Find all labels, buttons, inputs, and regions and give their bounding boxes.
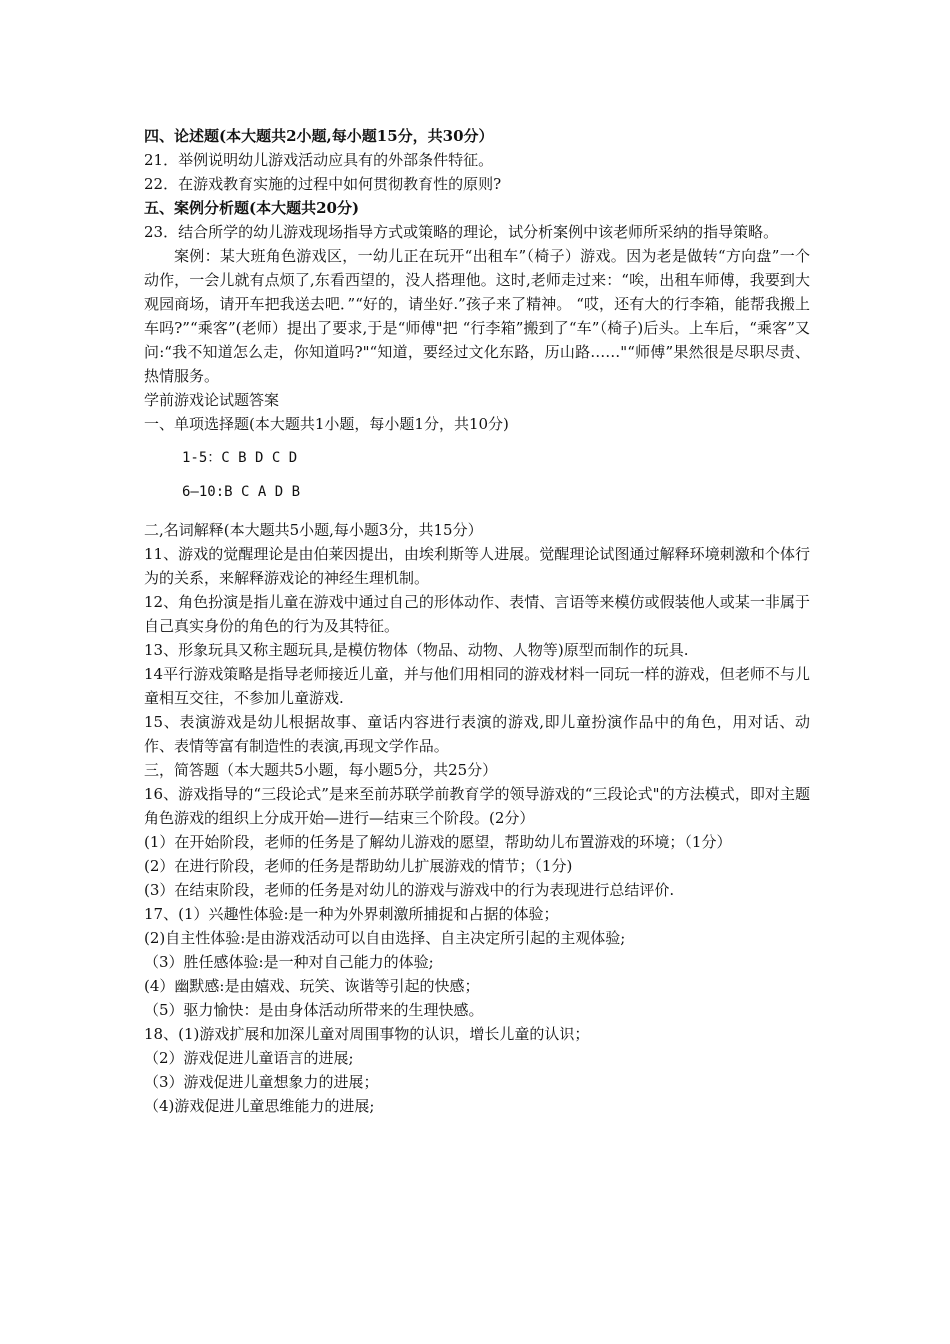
answer-section-1-title: 一、单项选择题(本大题共1小题，每小题1分，共10分) xyxy=(144,415,509,433)
answer-18-part-4: （4)游戏促进儿童思维能力的进展; xyxy=(144,1097,375,1115)
answer-13: 13、形象玩具又称主题玩具,是模仿物体（物品、动物、人物等)原型而制作的玩具. xyxy=(144,641,689,659)
answer-16: 16、游戏指导的“三段论式”是来至前苏联学前教育学的领导游戏的“三段论式"的方法模式，即对主题角色游戏的组织上分成开始—进行—结束三个阶段。(2分） xyxy=(144,785,810,827)
answer-12: 12、角色扮演是指儿童在游戏中通过自己的形体动作、表情、言语等来模仿或假装他人或某一非属于自己真实身份的角色的行为及其特征。 xyxy=(144,593,810,635)
answer-18-part-1: 18、(1)游戏扩展和加深儿童对周围事物的认识，增长儿童的认识； xyxy=(144,1025,590,1043)
answer-17-part-3: （3）胜任感体验:是一种对自己能力的体验; xyxy=(144,953,434,971)
answers-heading: 学前游戏论试题答案 xyxy=(144,391,280,409)
case-paragraph: 案例：某大班角色游戏区，一幼儿正在玩开“出租车”（椅子）游戏。因为老是做转“方向盘”一个动作，一会儿就有点烦了,东看西望的，没人搭理他。这时,老师走过来：“唉，出租车师傅，我要到大观园商场，请开车把我送去吧．”“好的，请坐好.”孩子来了精神。 “哎，还有大的行李箱，能帮我搬上车吗?”“乘客”(老师）提出了要求,于是“师傅"把 “行李箱”搬到了“车”（椅子)后头。上车后，“乘客”又问:“我不知道怎么走，你知道吗?"“知道，要经过文化东路，历山路……"“师傅”果然很是尽职尽责、热情服务。 xyxy=(144,247,810,385)
answer-17-part-1: 17、(1）兴趣性体验:是一种为外界刺激所捕捉和占据的体验； xyxy=(144,905,559,923)
answer-11: 11、游戏的觉醒理论是由伯莱因提出，由埃利斯等人进展。觉醒理论试图通过解释环境刺激和个体行为的关系，来解释游戏论的神经生理机制。 xyxy=(144,545,810,587)
answer-18-part-2: （2）游戏促进儿童语言的进展; xyxy=(144,1049,354,1067)
mc-answers-1-5: 1-5：C B D C D xyxy=(182,450,298,466)
answer-18-part-3: （3）游戏促进儿童想象力的进展； xyxy=(144,1073,379,1091)
answer-17-part-2: (2)自主性体验:是由游戏活动可以自由选择、自主决定所引起的主观体验; xyxy=(144,929,626,947)
question-23: 23．结合所学的幼儿游戏现场指导方式或策略的理论，试分析案例中该老师所采纳的指导策略。 xyxy=(144,223,779,241)
answer-14: 14平行游戏策略是指导老师接近儿童，并与他们用相同的游戏材料一同玩一样的游戏，但老师不与儿童相互交往，不参加儿童游戏. xyxy=(144,665,810,707)
answer-16-part-1: (1）在开始阶段，老师的任务是了解幼儿游戏的愿望，帮助幼儿布置游戏的环境；（1分） xyxy=(144,833,732,851)
section-5-title: 五、案例分析题(本大题共20分) xyxy=(144,199,360,217)
answer-16-part-3: (3）在结束阶段，老师的任务是对幼儿的游戏与游戏中的行为表现进行总结评价. xyxy=(144,881,675,899)
answer-17-part-5: （5）驱力愉快：是由身体活动所带来的生理快感。 xyxy=(144,1001,484,1019)
section-4-title: 四、论述题(本大题共2小题,每小题15分，共30分） xyxy=(144,127,494,145)
mc-answers-6-10: 6—10:B C A D B xyxy=(182,484,301,500)
answer-section-2-title: 二,名词解释(本大题共5小题,每小题3分，共15分） xyxy=(144,521,483,539)
answer-section-3-title: 三，简答题（本大题共5小题，每小题5分，共25分） xyxy=(144,761,498,779)
question-22: 22．在游戏教育实施的过程中如何贯彻教育性的原则? xyxy=(144,175,502,193)
question-21: 21．举例说明幼儿游戏活动应具有的外部条件特征。 xyxy=(144,151,494,169)
answer-17-part-4: (4）幽默感:是由嬉戏、玩笑、诙谐等引起的快感； xyxy=(144,977,480,995)
answer-15: 15、表演游戏是幼儿根据故事、童话内容进行表演的游戏,即儿童扮演作品中的角色，用对话、动作、表情等富有制造性的表演,再现文学作品。 xyxy=(144,713,810,755)
answer-16-part-2: (2）在进行阶段，老师的任务是帮助幼儿扩展游戏的情节；（1分) xyxy=(144,857,573,875)
